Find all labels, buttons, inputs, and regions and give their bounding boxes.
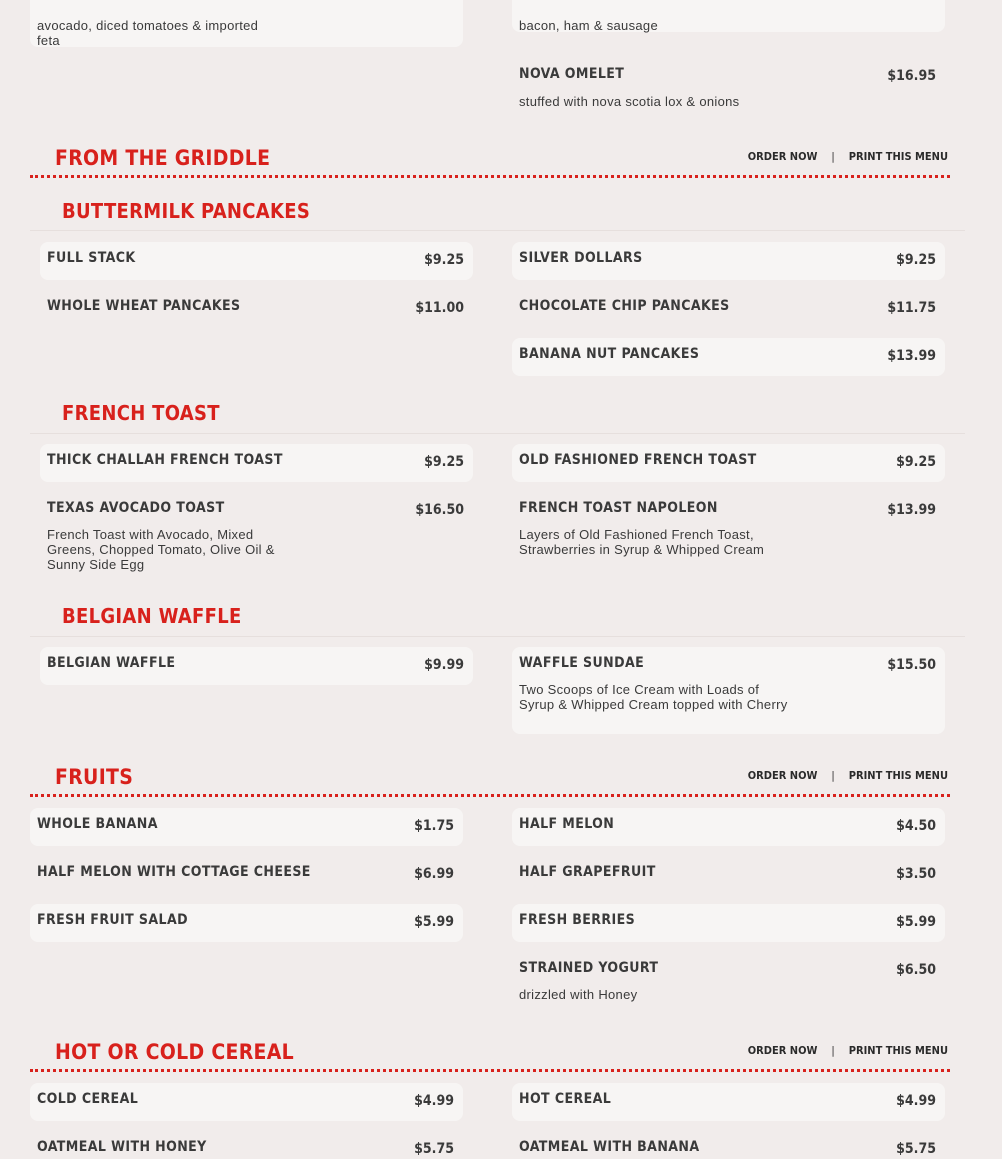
item-price: $5.99	[896, 914, 936, 930]
item-price: $15.50	[887, 657, 936, 673]
item-price: $4.50	[896, 818, 936, 834]
menu-item	[512, 290, 945, 330]
order-now-link[interactable]: ORDER NOW	[747, 769, 818, 782]
section-title-cereal: HOT OR COLD CEREAL	[55, 1040, 295, 1064]
item-name: OLD FASHIONED FRENCH TOAST	[519, 452, 757, 468]
print-menu-link[interactable]: PRINT THIS MENU	[848, 1044, 948, 1057]
item-name: SILVER DOLLARS	[519, 250, 643, 266]
menu-item	[512, 242, 945, 280]
item-price: $9.25	[896, 454, 936, 470]
subsection-title-belgian-waffle: BELGIAN WAFFLE	[62, 604, 242, 628]
item-description: French Toast with Avocado, Mixed Greens, Chopped Tomato, Olive Oil & Sunny Side Egg	[47, 527, 275, 572]
section-title-griddle: FROM THE GRIDDLE	[55, 146, 271, 170]
print-menu-link[interactable]: PRINT THIS MENU	[848, 150, 948, 163]
link-separator: |	[831, 1044, 835, 1057]
menu-item	[512, 856, 945, 896]
link-separator: |	[831, 769, 835, 782]
item-name: OATMEAL WITH BANANA	[519, 1139, 700, 1155]
menu-item	[512, 492, 945, 562]
menu-item	[40, 444, 473, 482]
item-name: BANANA NUT PANCAKES	[519, 346, 700, 362]
item-price: $13.99	[887, 502, 936, 518]
menu-item	[30, 1131, 463, 1159]
menu-item-card	[512, 0, 945, 32]
print-menu-link[interactable]: PRINT THIS MENU	[848, 769, 948, 782]
item-name: NOVA OMELET	[519, 66, 625, 82]
subsection-divider	[30, 433, 965, 434]
item-description: bacon, ham & sausage	[519, 18, 658, 33]
item-name: STRAINED YOGURT	[519, 960, 659, 976]
order-now-link[interactable]: ORDER NOW	[747, 150, 818, 163]
item-description: Layers of Old Fashioned French Toast, Strawberries in Syrup & Whipped Cream	[519, 527, 765, 557]
menu-item	[30, 808, 463, 846]
item-name: CHOCOLATE CHIP PANCAKES	[519, 298, 730, 314]
subsection-title-buttermilk: BUTTERMILK PANCAKES	[62, 199, 311, 223]
item-name: FRESH BERRIES	[519, 912, 636, 928]
menu-item	[512, 1083, 945, 1121]
link-separator: |	[831, 150, 835, 163]
item-price: $6.50	[896, 962, 936, 978]
item-name: BELGIAN WAFFLE	[47, 655, 176, 671]
item-name: HALF MELON	[519, 816, 615, 832]
section-divider	[30, 175, 950, 178]
item-price: $11.00	[415, 300, 464, 316]
item-name: OATMEAL WITH HONEY	[37, 1139, 207, 1155]
menu-item	[40, 290, 473, 330]
menu-item	[30, 904, 463, 942]
menu-item	[512, 952, 945, 1012]
item-name: WHOLE WHEAT PANCAKES	[47, 298, 241, 314]
item-price: $11.75	[887, 300, 936, 316]
section-divider	[30, 1069, 950, 1072]
item-name: COLD CEREAL	[37, 1091, 139, 1107]
subsection-divider	[30, 230, 965, 231]
menu-item	[512, 338, 945, 376]
item-name: HOT CEREAL	[519, 1091, 612, 1107]
item-price: $5.75	[414, 1141, 454, 1157]
menu-item	[512, 904, 945, 942]
item-name: WAFFLE SUNDAE	[519, 655, 645, 671]
item-name: THICK CHALLAH FRENCH TOAST	[47, 452, 283, 468]
item-name: FRESH FRUIT SALAD	[37, 912, 188, 928]
item-name: FULL STACK	[47, 250, 136, 266]
menu-item	[512, 64, 945, 109]
item-price: $9.25	[424, 252, 464, 268]
section-divider	[30, 794, 950, 797]
item-price: $9.25	[424, 454, 464, 470]
menu-item	[30, 856, 463, 896]
menu-item	[40, 647, 473, 685]
menu-item	[512, 647, 945, 734]
item-price: $9.25	[896, 252, 936, 268]
item-price: $5.99	[414, 914, 454, 930]
section-links	[748, 150, 948, 163]
subsection-title-french-toast: FRENCH TOAST	[62, 401, 220, 425]
item-name: WHOLE BANANA	[37, 816, 158, 832]
item-price: $16.50	[415, 502, 464, 518]
section-title-fruits: FRUITS	[55, 765, 134, 789]
menu-item	[30, 1083, 463, 1121]
item-description: drizzled with Honey	[519, 987, 638, 1002]
item-price: $6.99	[414, 866, 454, 882]
item-price: $4.99	[896, 1093, 936, 1109]
section-links	[748, 769, 948, 782]
item-price: $13.99	[887, 348, 936, 364]
menu-item-card	[30, 0, 463, 47]
item-price: $9.99	[424, 657, 464, 673]
item-price: $5.75	[896, 1141, 936, 1157]
item-price: $1.75	[414, 818, 454, 834]
item-description: stuffed with nova scotia lox & onions	[519, 94, 740, 109]
item-price: $3.50	[896, 866, 936, 882]
item-description: Two Scoops of Ice Cream with Loads of Syrup & Whipped Cream topped with Cherry	[519, 682, 788, 712]
menu-item	[512, 1131, 945, 1159]
item-price: $16.95	[887, 68, 936, 84]
order-now-link[interactable]: ORDER NOW	[747, 1044, 818, 1057]
menu-item	[40, 242, 473, 280]
menu-item	[512, 444, 945, 482]
item-name: HALF MELON WITH COTTAGE CHEESE	[37, 864, 311, 880]
menu-item	[40, 492, 473, 582]
item-name: FRENCH TOAST NAPOLEON	[519, 500, 718, 516]
item-name: TEXAS AVOCADO TOAST	[47, 500, 225, 516]
section-links	[748, 1044, 948, 1057]
item-price: $4.99	[414, 1093, 454, 1109]
item-description: avocado, diced tomatoes & imported feta	[37, 18, 259, 48]
item-name: HALF GRAPEFRUIT	[519, 864, 656, 880]
subsection-divider	[30, 636, 965, 637]
menu-item	[512, 808, 945, 846]
